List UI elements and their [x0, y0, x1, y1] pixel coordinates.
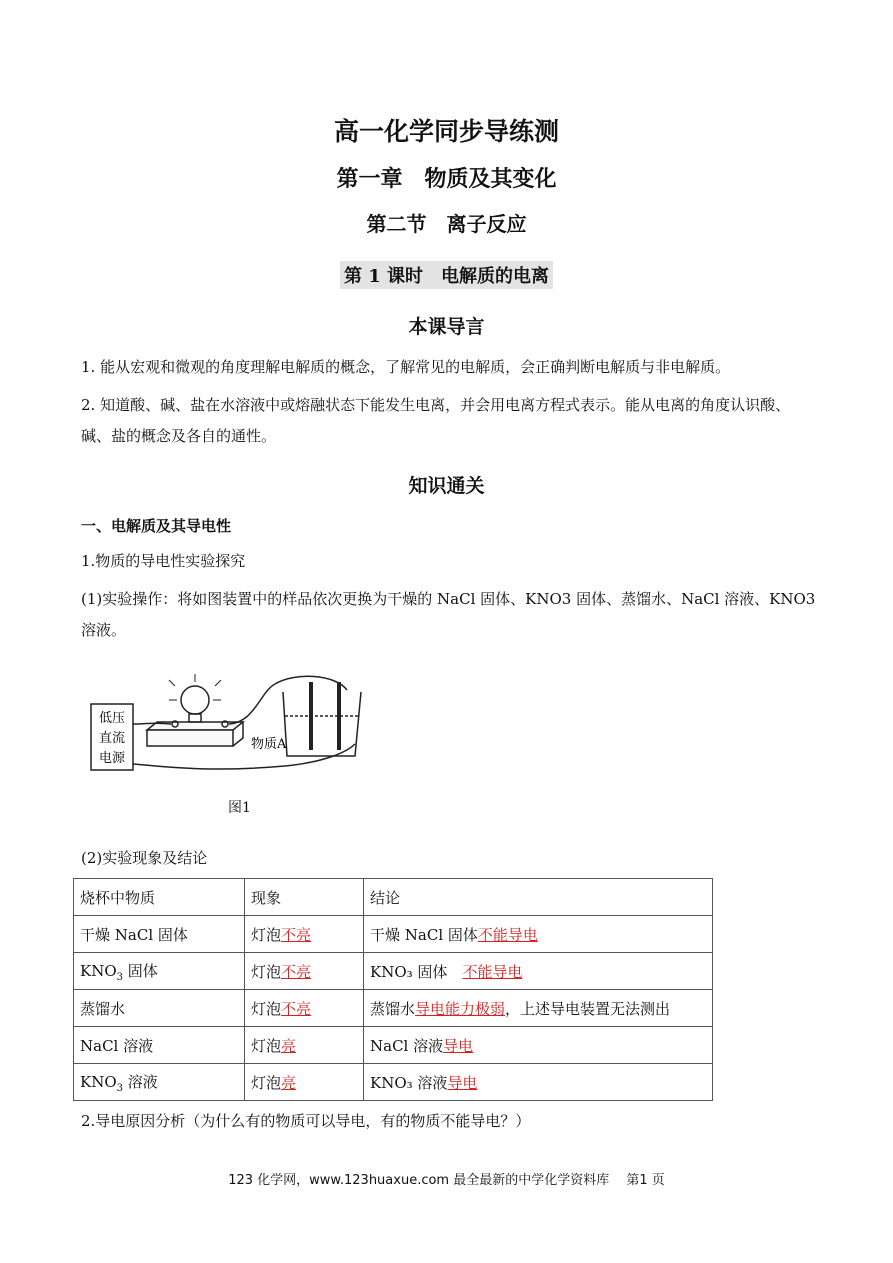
- cell-phenomenon: 灯泡亮: [245, 1027, 364, 1064]
- table-row: [74, 1064, 713, 1101]
- cell-conclusion: KNO₃ 固体 不能导电: [364, 953, 713, 990]
- result-heading: (2)实验现象及结论: [81, 849, 208, 867]
- page-footer: 123 化学网，www.123huaxue.com 最全最新的中学化学资料库 第1 页: [228, 1173, 665, 1188]
- cell-conclusion: NaCl 溶液导电: [364, 1027, 713, 1064]
- intro-item-1: 1. 能从宏观和微观的角度理解电解质的概念，了解常见的电解质，会正确判断电解质与非电解质。: [81, 358, 731, 376]
- cell-phenomenon: 灯泡不亮: [245, 953, 364, 990]
- operation-text: (1)实验操作：将如图装置中的样品依次更换为干燥的 NaCl 固体、KNO3 固体、蒸馏水、NaCl 溶液、KNO3 溶液。: [81, 590, 816, 639]
- section-title: 第二节 离子反应: [366, 212, 527, 236]
- bulb-icon: [181, 686, 209, 714]
- result-table: [73, 878, 713, 1101]
- intro-heading: 本课导言: [408, 316, 485, 338]
- answer: 不能导电: [477, 925, 538, 944]
- cell-phenomenon: 灯泡亮: [245, 1064, 364, 1101]
- cell-phenomenon: 灯泡不亮: [245, 916, 364, 953]
- header-conclusion: 结论: [364, 879, 713, 916]
- cell-substance: 干燥 NaCl 固体: [74, 916, 245, 953]
- lesson-title: 第 1 课时 电解质的电离: [340, 261, 553, 289]
- sub2-heading: 2.导电原因分析（为什么有的物质可以导电，有的物质不能导电？）: [81, 1112, 531, 1130]
- table-row: [74, 953, 713, 990]
- cell-conclusion: KNO₃ 溶液导电: [364, 1064, 713, 1101]
- part1-heading: 一、电解质及其导电性: [81, 517, 232, 535]
- chapter-title: 第一章 物质及其变化: [336, 166, 557, 192]
- answer: 不亮: [281, 999, 312, 1018]
- cell-conclusion: 干燥 NaCl 固体不能导电: [364, 916, 713, 953]
- cell-conclusion: 蒸馏水导电能力极弱，上述导电装置无法测出: [364, 990, 713, 1027]
- answer: 不能导电: [462, 962, 523, 981]
- answer: 不亮: [281, 925, 312, 944]
- answer: 亮: [281, 1036, 297, 1055]
- cell-substance: $KNO_3$ 固体: [74, 953, 245, 990]
- cell-substance: $KNO_3$ 溶液: [74, 1064, 245, 1101]
- power-label-2: 直流: [98, 731, 126, 746]
- table-header-row: [74, 879, 713, 916]
- cell-substance: 蒸馏水: [74, 990, 245, 1027]
- lesson-title-wrap: [0, 261, 893, 289]
- power-label-1: 低压: [98, 711, 126, 726]
- answer: 亮: [281, 1073, 297, 1092]
- answer: 导电: [443, 1036, 474, 1055]
- table-row: [74, 916, 713, 953]
- doc-title: 高一化学同步导练测: [333, 117, 559, 146]
- table-row: [74, 990, 713, 1027]
- figure-caption: 图1: [228, 800, 251, 816]
- sub1-heading: 1.物质的导电性实验探究: [81, 552, 246, 570]
- header-substance: 烧杯中物质: [74, 879, 245, 916]
- intro-item-2: 2. 知道酸、碱、盐在水溶液中或熔融状态下能发生电离，并会用电离方程式表示。能从电离的角度认识酸、碱、盐的概念及各自的通性。: [81, 396, 791, 445]
- knowledge-heading: 知识通关: [408, 475, 485, 497]
- power-label-3: 电源: [98, 751, 126, 766]
- answer: 不亮: [281, 962, 312, 981]
- answer: 导电: [447, 1073, 478, 1092]
- substance-label: 物质A: [251, 737, 287, 752]
- table-row: [74, 1027, 713, 1064]
- header-phenomenon: 现象: [245, 879, 364, 916]
- cell-substance: NaCl 溶液: [74, 1027, 245, 1064]
- answer: 导电能力极弱: [415, 999, 506, 1018]
- cell-phenomenon: 灯泡不亮: [245, 990, 364, 1027]
- circuit-figure: [85, 672, 385, 782]
